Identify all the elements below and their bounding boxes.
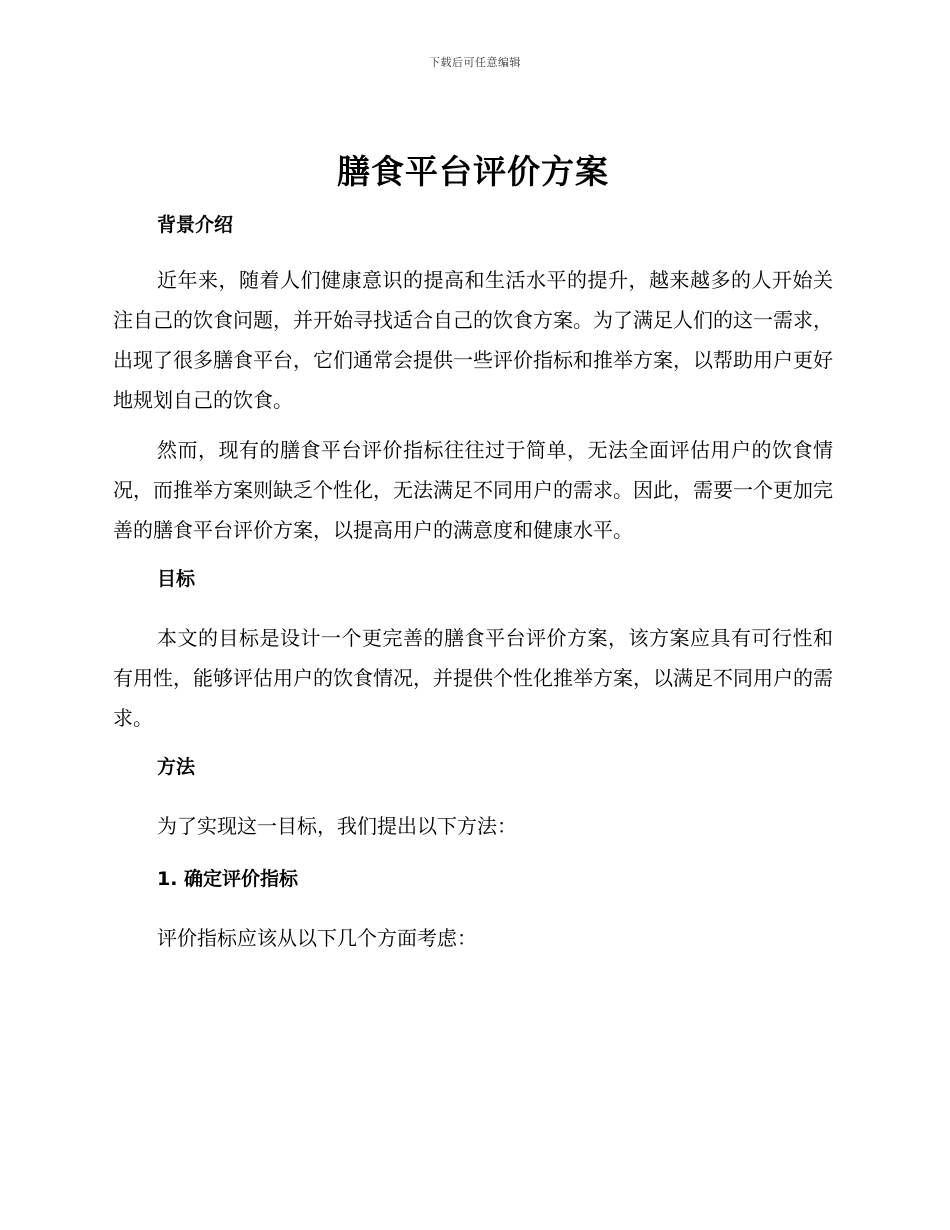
document-title: 膳食平台评价方案 (337, 152, 609, 191)
section-heading-goal: 目标 (157, 568, 196, 590)
subsection-heading: 1. 确定评价指标 (157, 868, 299, 890)
paragraph: 然而，现有的膳食平台评价指标往往过于简单，无法全面评估用户的饮食情况，而推举方案则缺乏个性化，无法满足不同用户的需求。因此，需要一个更加完善的膳食平台评价方案，以提高用户的满意度和健康水平。 (113, 438, 833, 542)
paragraph: 本文的目标是设计一个更完善的膳食平台评价方案，该方案应具有可行性和有用性，能够评估用户的饮食情况，并提供个性化推举方案，以满足不同用户的需求。 (113, 626, 833, 730)
section-heading-method: 方法 (157, 756, 196, 778)
paragraph: 评价指标应该从以下几个方面考虑： (157, 926, 477, 950)
section-heading-background: 背景介绍 (157, 214, 234, 236)
paragraph: 为了实现这一目标，我们提出以下方法： (157, 814, 517, 838)
document-body (113, 150, 833, 972)
paragraph: 近年来，随着人们健康意识的提高和生活水平的提升，越来越多的人开始关注自己的饮食问题，并开始寻找适合自己的饮食方案。为了满足人们的这一需求，出现了很多膳食平台，它们通常会提供一些评价指标和推举方案，以帮助用户更好地规划自己的饮食。 (113, 268, 833, 412)
header-note: 下载后可任意编辑 (429, 56, 521, 69)
